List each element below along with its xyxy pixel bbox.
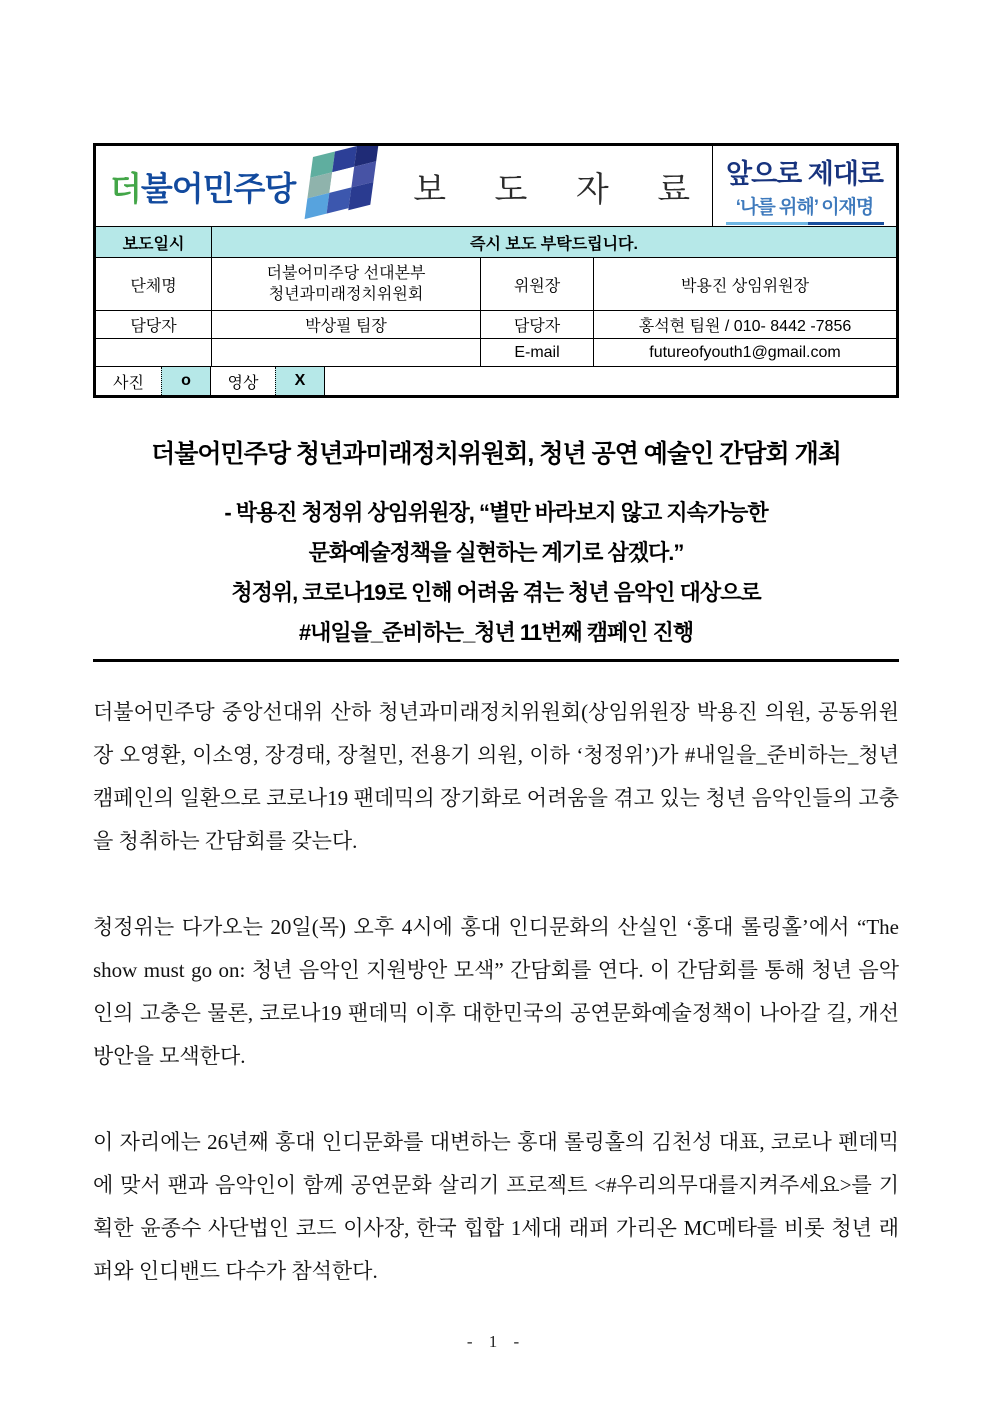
contact1-label: 담당자: [96, 310, 211, 338]
contact1-value: 박상필 팀장: [211, 310, 480, 338]
org-label: 단체명: [96, 257, 211, 310]
chair-value: 박용진 상임위원장: [593, 257, 896, 310]
campaign-slogan-underline: [726, 222, 884, 225]
campaign-slogan: [712, 146, 896, 226]
org-value-line1: 더불어미주당 선대본부: [266, 265, 426, 282]
contact2-label: 담당자: [480, 310, 593, 338]
campaign-slogan-sub: ‘나를 위해’ 이재명: [735, 196, 874, 218]
email-label: E-mail: [480, 338, 593, 366]
empty-cell-1: [96, 338, 211, 366]
party-flag-icon: [299, 146, 391, 225]
doc-type-title: 보 도 자 료: [413, 171, 711, 209]
chair-label: 위원장: [480, 257, 593, 310]
release-date-value: 즉시 보도 부탁드립니다.: [211, 226, 896, 257]
media-flags-filler: [325, 367, 896, 395]
contact2-value: 홍석현 팀원 / 010- 8442 -7856: [593, 310, 896, 338]
party-logo-text: [110, 163, 295, 210]
body-paragraph-3: 이 자리에는 26년째 홍대 인디문화를 대변하는 홍대 롤링홀의 김천성 대표, 코로나 펜데믹에 맞서 팬과 음악인이 함께 공연문화 살리기 프로젝트 <#우리의무대를지켜주세요>를 기획한 윤종수 사단법인 코드 이사장, 한국 힙합 1세대 래퍼 가리온 MC메타를 비롯 청년 래퍼와 인디밴드 다수가 참석한다.: [93, 1130, 899, 1283]
video-label: 영상: [227, 374, 259, 392]
page-number: - 1 -: [466, 1332, 526, 1351]
press-info-table: [93, 143, 899, 398]
masthead-row: [96, 146, 896, 226]
org-value-line2: 청년과미래정치위원회: [268, 286, 424, 303]
empty-cell-2: [211, 338, 480, 366]
media-flags-row: [96, 366, 896, 395]
party-logo-text-blue: 불어민주당: [140, 169, 296, 207]
subtitle-line-3: 청정위, 코로나19로 인해 어려움 겪는 청년 음악인 대상으로: [231, 580, 761, 605]
body-paragraph-1: 더불어민주당 중앙선대위 산하 청년과미래정치위원회(상임위원장 박용진 의원, 공동위원장 오영환, 이소영, 장경태, 장철민, 전용기 의원, 이하 ‘청정위’)가 #내일을_준비하는_청년 캠페인의 일환으로 코로나19 팬데믹의 장기화로 어려움을 겪고 있는 청년 음악인들의 고충을 청취하는 간담회를 갖는다.: [93, 700, 899, 853]
photo-label: 사진: [113, 374, 144, 392]
subtitle-line-4: #내일을_준비하는_청년 11번째 캠페인 진행: [298, 620, 694, 645]
email-value: futureofyouth1@gmail.com: [593, 338, 896, 366]
press-release-subtitles: [93, 493, 899, 662]
subtitle-line-2: 문화예술정책을 실현하는 계기로 삼겠다.”: [308, 540, 684, 565]
body-paragraph-2: 청정위는 다가오는 20일(목) 오후 4시에 홍대 인디문화의 산실인 ‘홍대 롤링홀’에서 “The show must go on: 청년 음악인 지원방안 모색” 간담회를 연다. 이 간담회를 통해 청년 음악인의 고충은 물론, 코로나19 팬데믹 이후 대한민국의 공연문화예술정책이 나아갈 길, 개선방안을 모색한다.: [93, 915, 899, 1068]
party-logo-text-green: 더: [110, 169, 141, 207]
release-date-label: 보도일시: [96, 226, 211, 257]
campaign-slogan-main: 앞으로 제대로: [726, 158, 883, 189]
party-logo: [96, 146, 391, 226]
press-release-body: [93, 691, 899, 1293]
subtitle-line-1: - 박용진 청정위 상임위원장, “별만 바라보지 않고 지속가능한: [224, 500, 768, 525]
photo-flag-value: o: [161, 367, 211, 395]
org-value: [211, 257, 480, 310]
video-flag-value: X: [275, 367, 325, 395]
press-release-title: 더불어민주당 청년과미래정치위원회, 청년 공연 예술인 간담회 개최: [151, 440, 841, 468]
